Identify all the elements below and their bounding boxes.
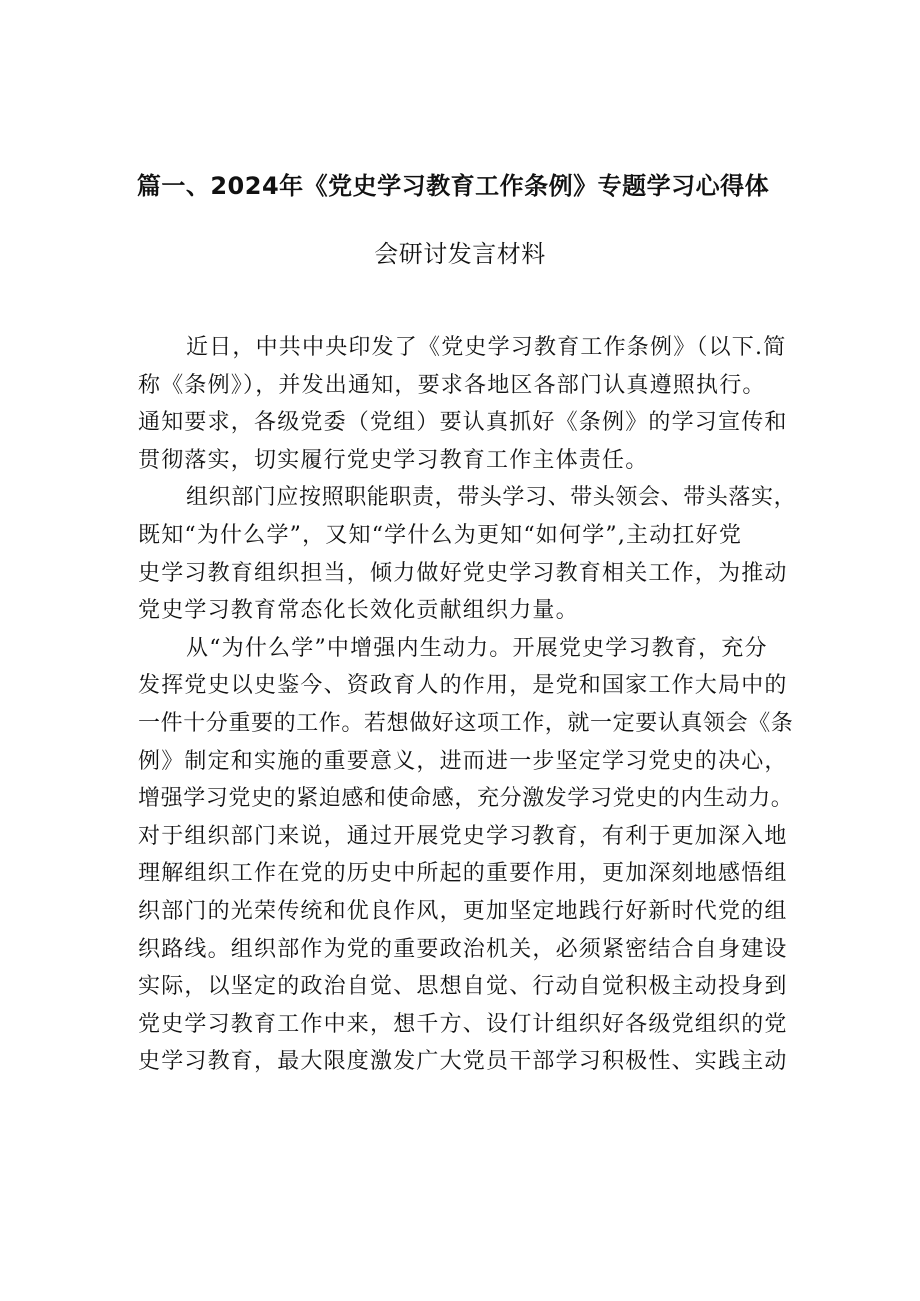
body-line: 织部门的光荣传统和优良作风，更加坚定地践行好新时代党的组 (138, 898, 788, 924)
body-line: 组织部门应按照职能职责，带头学习、带头领会、带头落实， (186, 485, 797, 511)
body-line: 从“为什么学”中增强内生动力。开展党史学习教育，充分 (186, 635, 768, 661)
body-line: 增强学习党史的紧迫感和使命感，充分激发学习党史的内生动力。 (138, 786, 794, 812)
body-line: 实际，以坚定的政治自觉、思想自觉、行动自觉积极主动投身到 (138, 974, 788, 1000)
body-line: 对于组织部门来说，通过开展党史学习教育，有利于更加深入地 (138, 823, 788, 849)
body-line: 称《条例》），并发出通知，要求各地区各部门认真遵照执行。 (138, 372, 766, 398)
body-line: 既知“为什么学”，又知“学什么为更知“如何学”,主动扛好党 (138, 522, 743, 548)
body-line: 例》制定和实施的重要意义，进而进一步坚定学习党史的决心， (138, 748, 788, 774)
body-line: 党史学习教育常态化长效化贡献组织力量。 (138, 598, 579, 624)
body-line: 史学习教育，最大限度激发广大党员干部学习积极性、实践主动 (138, 1049, 788, 1075)
document-title-line-1: 篇一、2024年《党史学习教育工作条例》专题学习心得体 (136, 172, 770, 200)
body-line: 理解组织工作在党的历史中所起的重要作用，更加深刻地感悟组 (138, 861, 788, 887)
body-line: 发挥党史以史鉴今、资政育人的作用，是党和国家工作大局中的 (138, 673, 788, 699)
body-line: 党史学习教育工作中来，想千方、设仃计组织好各级党组织的党 (138, 1011, 788, 1037)
body-line: 通知要求，各级党委（党组）要认真抓好《条例》的学习宣传和 (138, 410, 788, 436)
document-title-line-2: 会研讨发言材料 (374, 240, 546, 268)
body-line: 一件十分重要的工作。若想做好这项工作，就一定要认真领会《条 (138, 710, 794, 736)
body-line: 织路线。组织部作为党的重要政治机关，必须紧密结合自身建设 (138, 936, 788, 962)
document-body (138, 329, 798, 1081)
body-line: 史学习教育组织担当，倾力做好党史学习教育相关工作，为推动 (138, 560, 788, 586)
body-line: 近日，中共中央印发了《党史学习教育工作条例》（以下.简 (186, 335, 787, 360)
body-line: 贯彻落实，切实履行党史学习教育工作主体责任。 (138, 447, 649, 473)
